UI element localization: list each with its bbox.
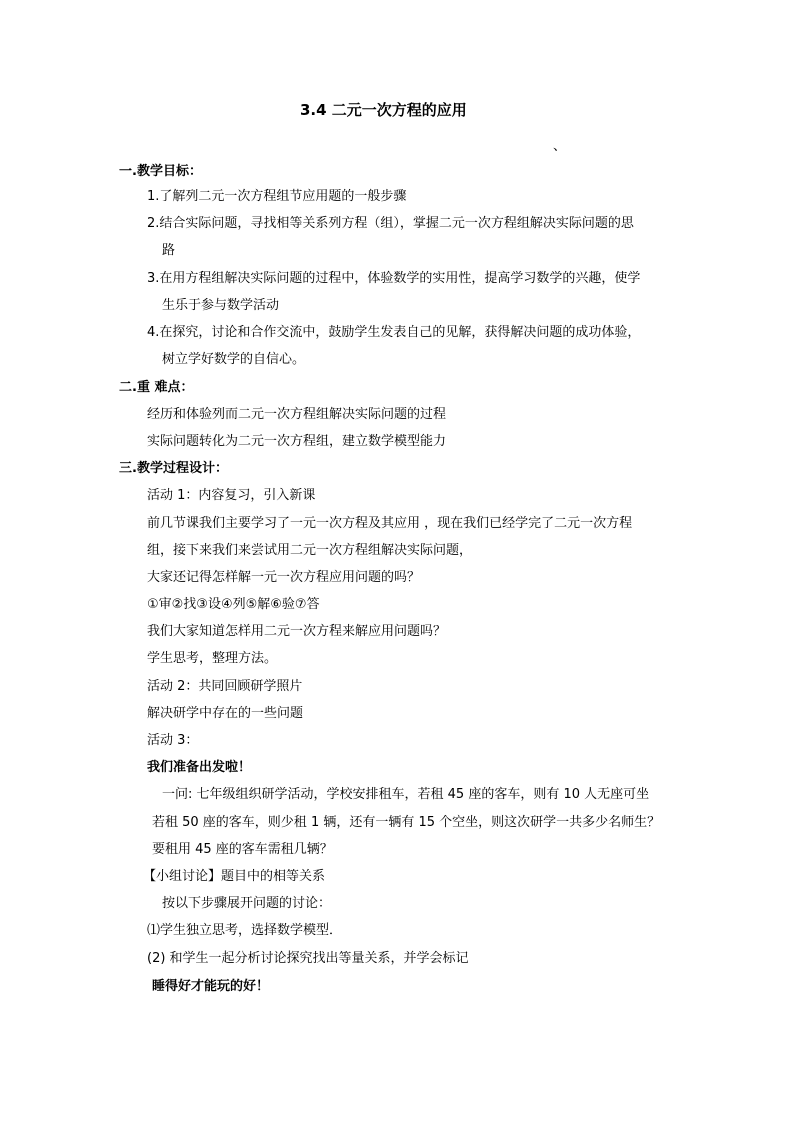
section-heading-process: 三.教学过程设计： (119, 461, 228, 476)
objective-item: 1.了解列二元一次方程组节应用题的一般步骤 (147, 189, 407, 204)
objective-item: 生乐于参与数学活动 (162, 298, 280, 313)
process-line: 一问: 七年级组织研学活动，学校安排租车，若租 45 座的客车，则有 10 人无座可坐 (162, 787, 650, 802)
key-point-item: 经历和体验列而二元一次方程组解决实际问题的过程 (147, 407, 447, 422)
process-line: 【小组讨论】题目中的相等关系 (143, 869, 326, 884)
objective-item: 3.在用方程组解决实际问题的过程中，体验数学的实用性，提高学习数学的兴趣，使学 (147, 271, 641, 286)
process-line: 前几节课我们主要学习了一元一次方程及其应用 ，现在我们已经学完了二元一次方程 (147, 516, 633, 531)
process-line: 我们大家知道怎样用二元一次方程来解应用问题吗？ (147, 624, 447, 639)
stray-mark: 、 (553, 139, 567, 154)
process-line: ①审②找③设④列⑤解⑥验⑦答 (147, 597, 320, 612)
process-line: 大家还记得怎样解一元一次方程应用问题的吗？ (147, 570, 421, 585)
process-line: 要租用 45 座的客车需租几辆？ (152, 842, 333, 857)
process-line: 解决研学中存在的一些问题 (147, 706, 304, 721)
process-line: ⑴学生独立思考，选择数学模型． (147, 923, 343, 938)
process-line: 活动 2：共同回顾研学照片 (147, 679, 303, 694)
page-title: 3.4 二元一次方程的应用 (300, 101, 467, 119)
process-line: (2) 和学生一起分析讨论探究找出等量关系，并学会标记 (147, 951, 469, 966)
objective-item: 2.结合实际问题，寻找相等关系列方程（组），掌握二元一次方程组解决实际问题的思 (147, 216, 634, 231)
process-line-emphasis: 睡得好才能玩的好！ (152, 979, 270, 994)
process-line: 活动 1：内容复习，引入新课 (147, 488, 316, 503)
section-heading-objectives: 一.教学目标： (119, 164, 202, 179)
key-point-item: 实际问题转化为二元一次方程组，建立数学模型能力 (147, 434, 447, 449)
process-line: 若租 50 座的客车，则少租 1 辆，还有一辆有 15 个空坐，则这次研学一共多少名师生？ (152, 815, 661, 830)
process-line: 按以下步骤展开问题的讨论： (162, 896, 332, 911)
process-line: 学生思考，整理方法。 (147, 651, 278, 666)
process-line: 组，接下来我们来尝试用二元一次方程组解决实际问题， (147, 543, 473, 558)
process-line: 活动 3： (147, 733, 199, 748)
objective-item: 树立学好数学的自信心。 (162, 352, 306, 367)
section-heading-key-points: 二.重 难点： (119, 380, 194, 395)
objective-item: 路 (162, 243, 176, 258)
objective-item: 4.在探究，讨论和合作交流中，鼓励学生发表自己的见解，获得解决问题的成功体验， (147, 325, 641, 340)
process-line-emphasis: 我们准备出发啦！ (147, 760, 252, 775)
